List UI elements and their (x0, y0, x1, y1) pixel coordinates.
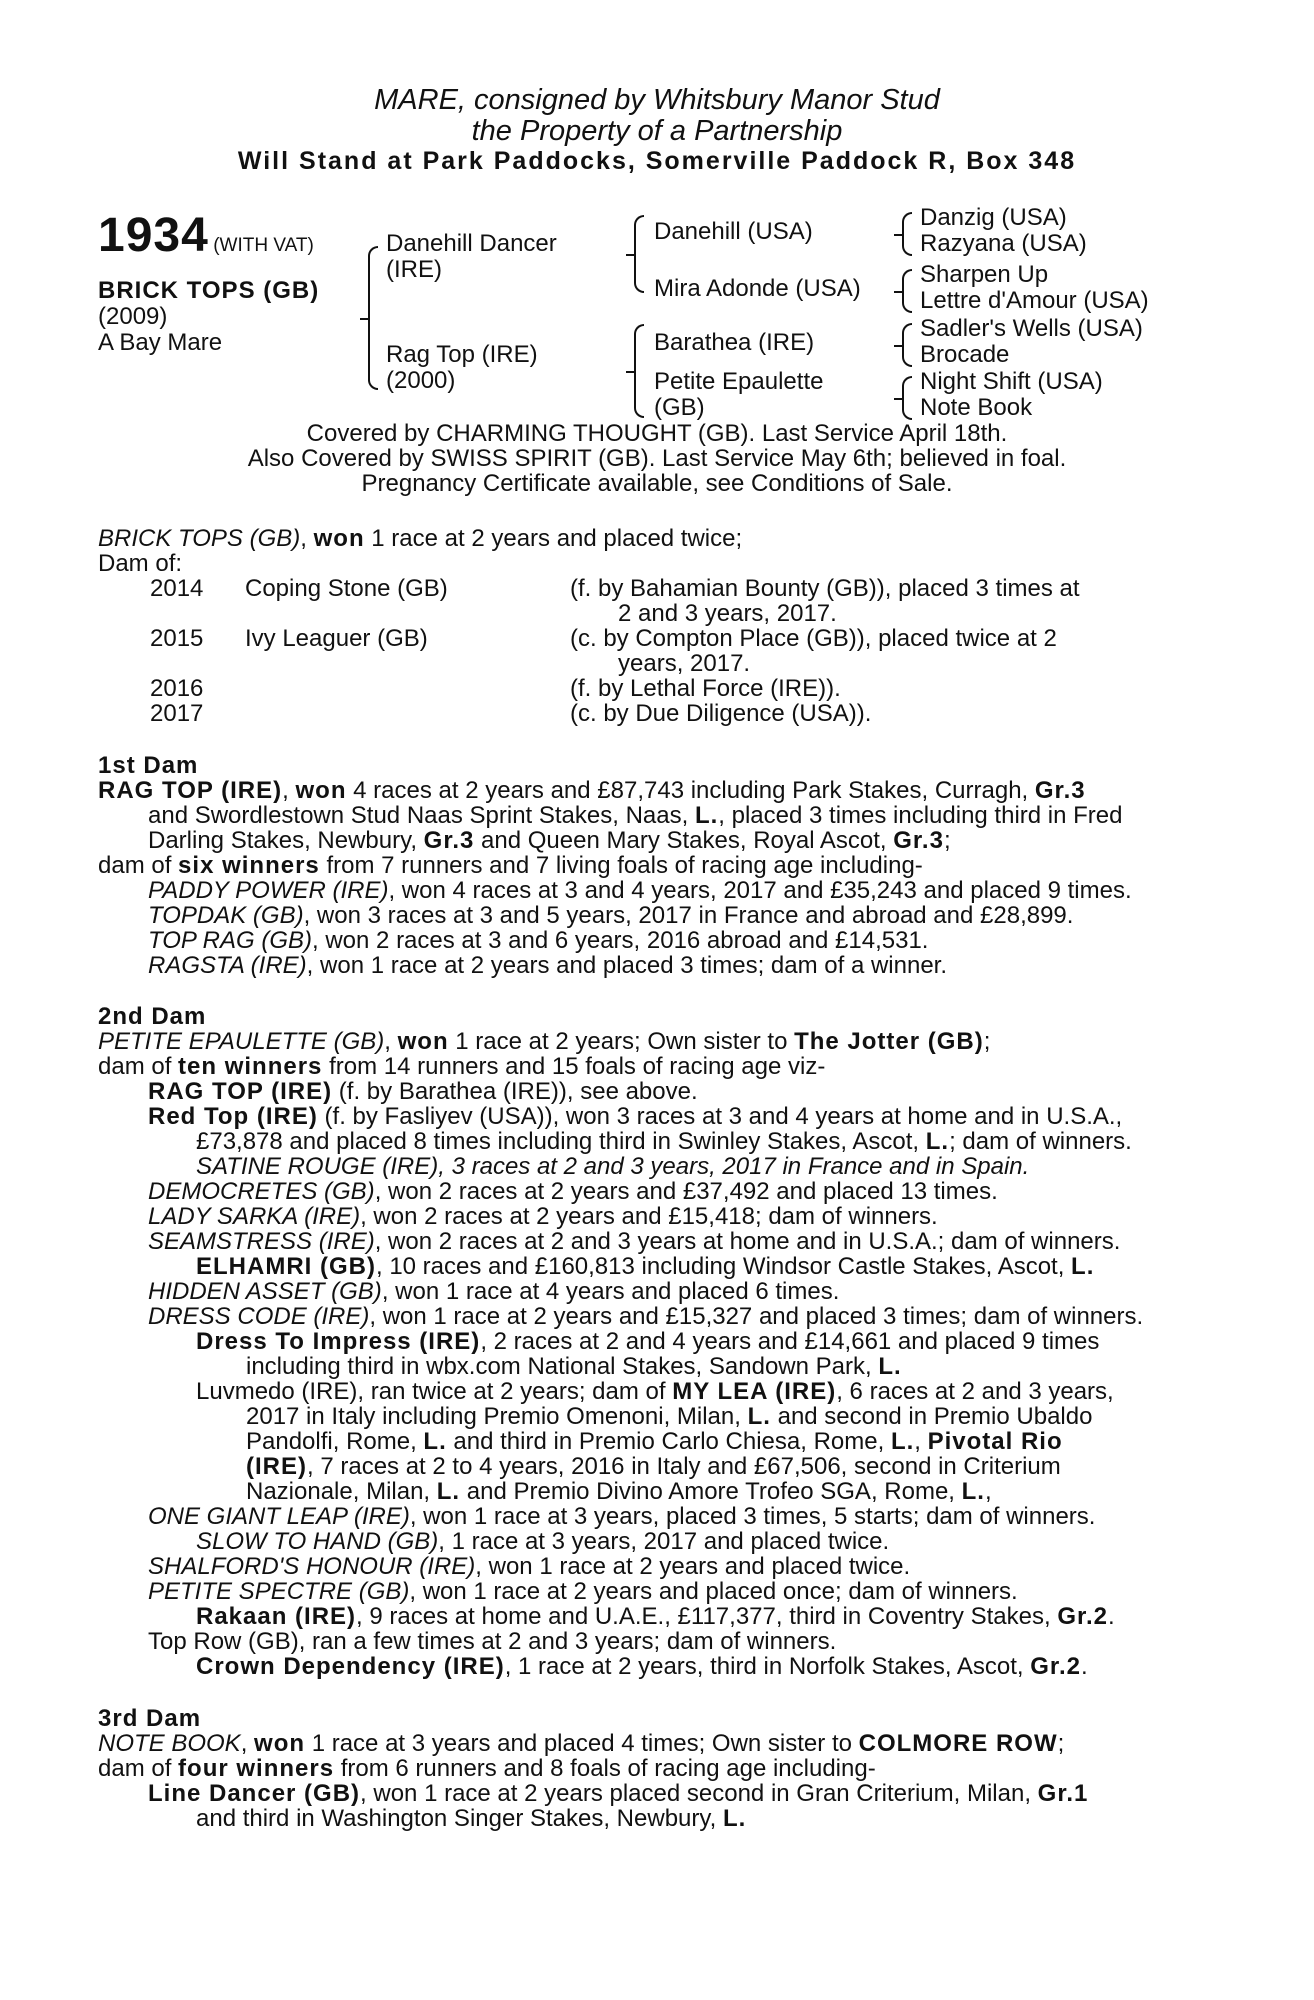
text: and third in Premio Carlo Chiesa, Rome, (446, 1428, 891, 1455)
sire-origin: (IRE) (386, 256, 442, 283)
produce-name: Ivy Leaguer (GB) (245, 625, 428, 652)
offspring-detail: , won 1 race at 3 years, placed 3 times, 5 starts; dam of winners. (409, 1503, 1096, 1530)
lot-number-block (98, 208, 314, 263)
produce-detail: (f. by Bahamian Bounty (GB)), placed 3 times at (570, 575, 1080, 602)
gen3-dds: Night Shift (USA) (920, 368, 1103, 395)
text: ; (983, 1028, 991, 1055)
text: , (984, 1478, 992, 1505)
text: from 14 runners and 15 foals of racing age viz- (322, 1053, 826, 1080)
offspring-line-dancer (148, 1781, 1088, 1806)
grade: Gr.3 (893, 827, 944, 854)
pedigree-brace-ds (902, 323, 912, 367)
produce-year: 2015 (150, 625, 204, 652)
text: 4 races at 2 years and £87,743 including Park Stakes, Curragh, (346, 777, 1035, 804)
text: from 7 runners and 7 living foals of racing age including- (319, 852, 923, 879)
grade: Gr.2 (1057, 1603, 1109, 1630)
pedigree-brace-dd (902, 376, 912, 420)
offspring-name: ELHAMRI (GB) (196, 1253, 376, 1280)
offspring-petite-spectre (148, 1579, 1018, 1604)
listed: L. (878, 1353, 902, 1380)
offspring-name: DEMOCRETES (GB) (148, 1178, 375, 1205)
text: including third in wbx.com National Stakes, Sandown Park, (246, 1353, 879, 1380)
listed: L. (722, 1805, 747, 1832)
text: . (1080, 1653, 1088, 1680)
offspring-name: RAGSTA (IRE) (148, 952, 307, 979)
offspring-name: MY LEA (IRE) (672, 1378, 837, 1405)
text: dam of (98, 852, 179, 879)
offspring-detail: , won 2 races at 2 years and £15,418; dam of winners. (360, 1203, 938, 1230)
text: and second in Premio Ubaldo (770, 1403, 1093, 1430)
offspring-name: DRESS CODE (IRE) (148, 1303, 370, 1330)
offspring-luvmedo-cont (246, 1429, 1063, 1454)
offspring-detail: , won 1 race at 2 years and placed once; dam of winners. (409, 1578, 1018, 1605)
text: and Premio Divino Amore Trofeo SGA, Rome, (460, 1478, 962, 1505)
grade: Gr.3 (1034, 777, 1086, 804)
produce-intro-rest: 1 race at 2 years and placed twice; (371, 525, 743, 552)
offspring-seamstress (148, 1229, 1120, 1254)
text: . (1108, 1603, 1115, 1630)
text: dam of (98, 1053, 179, 1080)
offspring-name: Rakaan (IRE) (196, 1603, 357, 1630)
second-dam-name: PETITE EPAULETTE (GB) (98, 1028, 385, 1055)
listed: L. (961, 1478, 985, 1505)
text: , 10 races and £160,813 including Windsor Castle Stakes, Ascot, (375, 1253, 1072, 1280)
dam-name: Rag Top (IRE) (386, 341, 538, 368)
offspring-dress-to-impress-cont (246, 1354, 902, 1379)
dam-dam-line2: (GB) (654, 394, 705, 421)
offspring-detail: , won 1 race at 2 years and £15,327 and placed 3 times; dam of winners. (369, 1303, 1144, 1330)
second-dam-damof (98, 1054, 825, 1079)
produce-detail-cont: years, 2017. (618, 650, 751, 677)
offspring-satine (196, 1154, 1029, 1179)
produce-year: 2017 (150, 700, 204, 727)
text: 1 race at 3 years and placed 4 times; Own sister to (305, 1730, 859, 1757)
first-dam-heading: 1st Dam (98, 752, 199, 779)
produce-year: 2014 (150, 575, 204, 602)
horse-name: BRICK TOPS (GB) (98, 277, 320, 304)
gen3-ddd: Note Book (920, 394, 1033, 421)
text: , 6 races at 2 and 3 years, (836, 1378, 1114, 1405)
lot-number: 1934 (98, 209, 209, 262)
offspring-detail: , won 1 race at 4 years and placed 6 times. (381, 1278, 840, 1305)
produce-detail: (c. by Compton Place (GB)), placed twice at 2 (570, 625, 1057, 652)
text: Darling Stakes, Newbury, (148, 827, 424, 854)
produce-intro: BRICK TOPS (GB), won 1 race at 2 years and placed twice; (98, 525, 743, 552)
dam-dam-line1: Petite Epaulette (654, 368, 824, 395)
sep: , (384, 1028, 398, 1055)
vat-note: (WITH VAT) (213, 235, 314, 256)
offspring-rakaan (196, 1604, 1115, 1629)
text: £73,878 and placed 8 times including third in Swinley Stakes, Ascot, (196, 1128, 926, 1155)
winners-count: four winners (178, 1755, 335, 1782)
offspring-shalfords-honour (148, 1554, 910, 1579)
text: 2017 in Italy including Premio Omenoni, Milan, (246, 1403, 748, 1430)
sep: , (240, 1730, 255, 1757)
offspring-name: HIDDEN ASSET (GB) (148, 1278, 382, 1305)
listed: L. (747, 1403, 771, 1430)
sire-name: Danehill Dancer (386, 230, 557, 257)
offspring-detail: , won 2 races at 3 and 6 years, 2016 abroad and £14,531. (312, 927, 929, 954)
covered-line-2: Also Covered by SWISS SPIRIT (GB). Last Service May 6th; believed in foal. (247, 445, 1067, 472)
gen3-sdd: Lettre d'Amour (USA) (920, 287, 1149, 314)
listed: L. (423, 1428, 447, 1455)
text: Nazionale, Milan, (246, 1478, 437, 1505)
text: and Swordlestown Stud Naas Sprint Stakes, Naas, (148, 802, 695, 829)
covered-line-3: Pregnancy Certificate available, see Conditions of Sale. (361, 470, 953, 497)
second-dam-intro (98, 1029, 990, 1054)
third-dam-name: NOTE BOOK (98, 1730, 241, 1757)
offspring-name: LADY SARKA (IRE) (148, 1203, 361, 1230)
horse-year: (2009) (98, 303, 168, 330)
third-dam-heading: 3rd Dam (98, 1705, 202, 1732)
offspring-top-row: Top Row (GB), ran a few times at 2 and 3 years; dam of winners. (148, 1628, 837, 1655)
sire-dam: Mira Adonde (USA) (654, 275, 861, 302)
offspring-luvmedo-cont (246, 1454, 1061, 1479)
offspring-name: Pivotal Rio (927, 1428, 1063, 1455)
offspring-detail: , won 1 race at 2 years and placed 3 times; dam of a winner. (306, 952, 948, 979)
offspring-name: PETITE SPECTRE (GB) (148, 1578, 410, 1605)
sibling-name: The Jotter (GB) (794, 1028, 984, 1055)
text: Pandolfi, Rome, (246, 1428, 424, 1455)
offspring-one-giant-leap (148, 1504, 1095, 1529)
offspring-name: Red Top (IRE) (148, 1103, 318, 1130)
text: and Queen Mary Stakes, Royal Ascot, (474, 827, 894, 854)
won-label: won (254, 1730, 306, 1757)
first-dam-line-3 (148, 828, 951, 853)
offspring-detail: , 2 races at 2 and 4 years and £14,661 and placed 9 times (480, 1328, 1100, 1355)
offspring-name: (IRE) (246, 1453, 307, 1480)
first-dam-offspring (148, 903, 1073, 928)
text: , placed 3 times including third in Fred (718, 802, 1123, 829)
won-label: won (295, 777, 347, 804)
text: , 7 races at 2 to 4 years, 2016 in Italy and £67,506, second in Criterium (307, 1453, 1061, 1480)
produce-intro-won: won (313, 525, 365, 552)
first-dam-offspring (148, 953, 947, 978)
offspring-democretes (148, 1179, 998, 1204)
offspring-crown-dependency (196, 1654, 1088, 1679)
offspring-redtop-cont (196, 1129, 1132, 1154)
offspring-name: SEAMSTRESS (IRE) (148, 1228, 375, 1255)
grade: Gr.3 (423, 827, 475, 854)
third-dam-intro (98, 1731, 1064, 1756)
offspring-dress-to-impress (196, 1329, 1099, 1354)
offspring-name: TOPDAK (GB) (148, 902, 304, 929)
produce-detail: (c. by Due Diligence (USA)). (570, 700, 872, 727)
offspring-name: Dress To Impress (IRE) (196, 1328, 481, 1355)
gen3-sss: Danzig (USA) (920, 204, 1067, 231)
text: , won 1 race at 2 years placed second in Gran Criterium, Milan, (360, 1780, 1038, 1807)
first-dam-line-1 (98, 778, 1086, 803)
offspring-detail: (f. by Barathea (IRE)), see above. (332, 1078, 698, 1105)
location-line: Will Stand at Park Paddocks, Somerville Paddock R, Box 348 (237, 147, 1077, 175)
listed: L. (925, 1128, 950, 1155)
dam-sire: Barathea (IRE) (654, 329, 815, 356)
text: and third in Washington Singer Stakes, Newbury, (196, 1805, 723, 1832)
grade: Gr.2 (1030, 1653, 1081, 1680)
gen3-ssd: Razyana (USA) (920, 230, 1087, 257)
text: from 6 runners and 8 foals of racing age including- (334, 1755, 876, 1782)
offspring-redtop (148, 1104, 1122, 1129)
gen3-dss: Sadler's Wells (USA) (920, 315, 1143, 342)
horse-description: A Bay Mare (98, 329, 223, 356)
text: , (914, 1428, 928, 1455)
text: ; (1057, 1730, 1065, 1757)
offspring-name: PADDY POWER (IRE) (148, 877, 389, 904)
produce-year: 2016 (150, 675, 204, 702)
text: dam of (98, 1755, 179, 1782)
first-dam-line-4 (98, 853, 923, 878)
pedigree-brace-sd (902, 269, 912, 313)
text: Luvmedo (IRE), ran twice at 2 years; dam of (196, 1378, 673, 1405)
offspring-hidden-asset (148, 1279, 839, 1304)
offspring-elhamri (196, 1254, 1094, 1279)
offspring-detail: , won 3 races at 3 and 5 years, 2017 in France and abroad and £28,899. (303, 902, 1074, 929)
listed: L. (890, 1428, 915, 1455)
offspring-name: ONE GIANT LEAP (IRE) (148, 1503, 410, 1530)
offspring-slow-to-hand (196, 1529, 889, 1554)
listed: L. (436, 1478, 461, 1505)
produce-detail-cont: 2 and 3 years, 2017. (618, 600, 837, 627)
winners-count: six winners (178, 852, 320, 879)
third-dam-damof (98, 1756, 876, 1781)
listed: L. (1071, 1253, 1095, 1280)
gen3-sds: Sharpen Up (920, 261, 1049, 288)
listed: L. (694, 802, 719, 829)
offspring-ragtop (148, 1079, 698, 1104)
winners-count: ten winners (178, 1053, 323, 1080)
offspring-name: Line Dancer (GB) (148, 1780, 361, 1807)
grade: Gr.1 (1037, 1780, 1089, 1807)
pedigree-brace-ss (902, 212, 912, 256)
offspring-luvmedo-cont (246, 1479, 992, 1504)
offspring-detail: , 3 races at 2 and 3 years, 2017 in France and in Spain. (438, 1153, 1030, 1180)
offspring-line-dancer-cont (196, 1806, 746, 1831)
offspring-detail: , won 2 races at 2 and 3 years at home and in U.S.A.; dam of winners. (374, 1228, 1121, 1255)
pedigree-brace-dam (634, 324, 644, 418)
gen3-dsd: Brocade (920, 341, 1010, 368)
first-dam-offspring (148, 928, 928, 953)
offspring-name: RAG TOP (IRE) (148, 1078, 333, 1105)
offspring-detail: , 1 race at 3 years, 2017 and placed twice. (438, 1528, 890, 1555)
sire-sire: Danehill (USA) (654, 218, 813, 245)
offspring-name: SATINE ROUGE (IRE) (196, 1153, 439, 1180)
text: ; dam of winners. (949, 1128, 1132, 1155)
property-line: the Property of a Partnership (471, 115, 843, 147)
offspring-lady-sarka (148, 1204, 938, 1229)
covered-line-1: Covered by CHARMING THOUGHT (GB). Last Service April 18th. (306, 420, 1008, 447)
second-dam-heading: 2nd Dam (98, 1003, 207, 1030)
offspring-detail: , won 4 races at 3 and 4 years, 2017 and £35,243 and placed 9 times. (388, 877, 1132, 904)
first-dam-offspring (148, 878, 1132, 903)
sibling-name: COLMORE ROW (858, 1730, 1058, 1757)
offspring-dress-code (148, 1304, 1143, 1329)
won-label: won (397, 1028, 449, 1055)
first-dam-name: RAG TOP (IRE) (98, 777, 283, 804)
offspring-name: SLOW TO HAND (GB) (196, 1528, 439, 1555)
offspring-detail: (f. by Fasliyev (USA)), won 3 races at 3 and 4 years at home and in U.S.A., (317, 1103, 1123, 1130)
sep: , (282, 777, 296, 804)
offspring-luvmedo (196, 1379, 1114, 1404)
dam-of-label: Dam of: (98, 550, 183, 577)
offspring-name: TOP RAG (GB) (148, 927, 313, 954)
dam-year: (2000) (386, 367, 456, 394)
produce-intro-name: BRICK TOPS (GB) (98, 525, 301, 552)
consignor-line: MARE, consigned by Whitsbury Manor Stud (374, 84, 940, 116)
offspring-detail: , won 2 races at 2 years and £37,492 and placed 13 times. (374, 1178, 998, 1205)
text: , 9 races at home and U.A.E., £117,377, third in Coventry Stakes, (356, 1603, 1058, 1630)
produce-detail: (f. by Lethal Force (IRE)). (570, 675, 841, 702)
produce-name: Coping Stone (GB) (245, 575, 448, 602)
pedigree-brace-main (368, 246, 378, 390)
offspring-detail: , won 1 race at 2 years and placed twice. (475, 1553, 911, 1580)
first-dam-line-2 (148, 803, 1122, 828)
offspring-luvmedo-cont (246, 1404, 1092, 1429)
text: 1 race at 2 years; Own sister to (448, 1028, 795, 1055)
offspring-name: SHALFORD'S HONOUR (IRE) (148, 1553, 476, 1580)
text: ; (943, 827, 951, 854)
text: , 1 race at 2 years, third in Norfolk Stakes, Ascot, (504, 1653, 1031, 1680)
pedigree-brace-sire (634, 215, 644, 293)
offspring-name: Crown Dependency (IRE) (196, 1653, 505, 1680)
